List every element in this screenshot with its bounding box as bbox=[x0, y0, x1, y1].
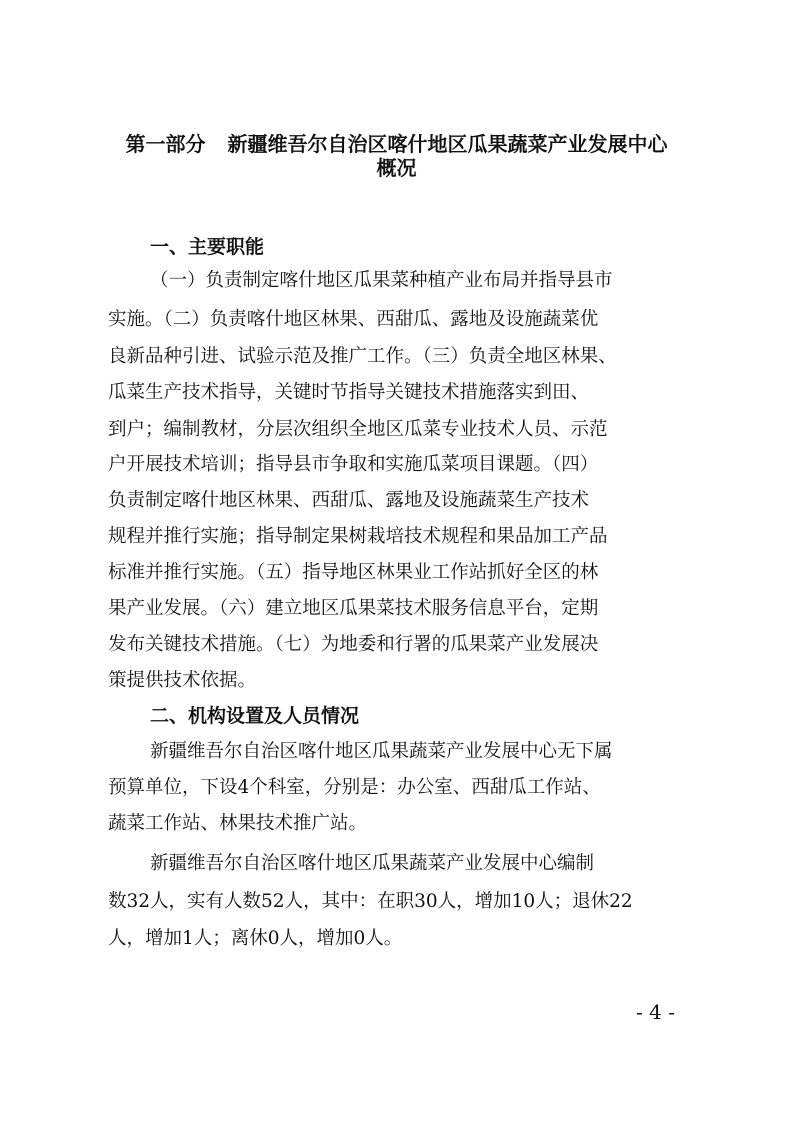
paragraph-line: 良新品种引进、试验示范及推广工作。（三）负责全地区林果、 bbox=[108, 346, 617, 367]
paragraph-line: 实施。（二）负责喀什地区林果、西甜瓜、露地及设施蔬菜优 bbox=[108, 309, 599, 330]
paragraph-line: 发布关键技术措施。（七）为地委和行署的瓜果菜产业发展决 bbox=[108, 634, 599, 655]
paragraph-line: （一）负责制定喀什地区瓜果菜种植产业布局并指导县市 bbox=[150, 270, 613, 291]
paragraph-line: 规程并推行实施；指导制定果树栽培技术规程和果品加工产品 bbox=[108, 526, 608, 547]
part-label: 第一部分 bbox=[125, 132, 206, 156]
organization-name: 新疆维吾尔自治区喀什地区瓜果蔬菜产业发展中心 bbox=[227, 132, 668, 156]
paragraph-line: 新疆维吾尔自治区喀什地区瓜果蔬菜产业发展中心无下属 bbox=[150, 741, 613, 762]
paragraph-line: 人，增加1人；离休0人，增加0人。 bbox=[108, 928, 403, 949]
paragraph-line: 预算单位，下设4个科室，分别是：办公室、西甜瓜工作站、 bbox=[108, 777, 601, 798]
paragraph-line: 户开展技术培训；指导县市争取和实施瓜菜项目课题。（四） bbox=[108, 454, 599, 475]
paragraph-line: 蔬菜工作站、林果技术推广站。 bbox=[108, 813, 368, 834]
paragraph-line: 到户；编制教材，分层次组织全地区瓜菜专业技术人员、示范 bbox=[108, 419, 608, 440]
page-title-line2: 概况 bbox=[376, 156, 417, 180]
page-number: - 4 - bbox=[636, 1000, 675, 1024]
paragraph-line: 策提供技术依据。 bbox=[108, 670, 257, 691]
paragraph-line: 负责制定喀什地区林果、西甜瓜、露地及设施蔬菜生产技术 bbox=[108, 490, 590, 511]
section-heading-main-functions: 一、主要职能 bbox=[150, 236, 265, 258]
paragraph-line: 数32人，实有人数52人，其中：在职30人，增加10人；退休22 bbox=[108, 891, 633, 912]
paragraph-line: 标准并推行实施。（五）指导地区林果业工作站抓好全区的林 bbox=[108, 562, 599, 583]
paragraph-line: 瓜菜生产技术指导，关键时节指导关键技术措施落实到田、 bbox=[108, 382, 590, 403]
paragraph-line: 新疆维吾尔自治区喀什地区瓜果蔬菜产业发展中心编制 bbox=[150, 853, 595, 874]
page-title bbox=[60, 132, 733, 156]
section-heading-organization-staff: 二、机构设置及人员情况 bbox=[150, 705, 360, 727]
paragraph-line: 果产业发展。（六）建立地区瓜果菜技术服务信息平台，定期 bbox=[108, 598, 599, 619]
